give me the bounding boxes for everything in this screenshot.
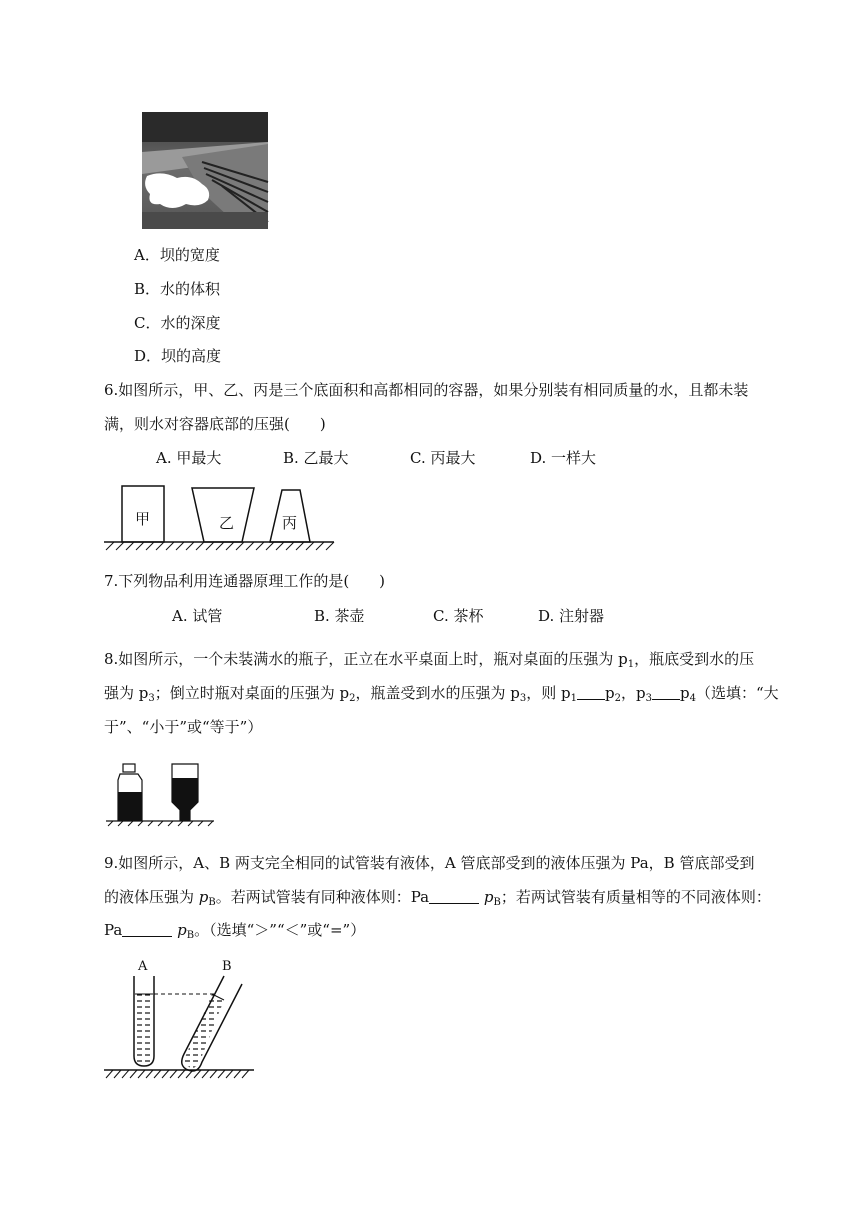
q8-line1: 8.如图所示，一个未装满水的瓶子，正立在水平桌面上时，瓶对桌面的压强为 $p_1$，瓶底受到水的压 <box>104 650 755 670</box>
q8-blank-2[interactable] <box>652 685 680 700</box>
q7-option-b: B. 茶壶 <box>314 607 365 625</box>
container-label-bing: 丙 <box>282 515 298 532</box>
q8-blank-1[interactable] <box>577 685 605 700</box>
q6-stem-line1: 6.如图所示，甲、乙、丙是三个底面积和高都相同的容器，如果分别装有相同质量的水，且都未装 <box>104 381 749 399</box>
q8-line2: 强为 $p_3$；倒立时瓶对桌面的压强为 $p_2$，瓶盖受到水的压强为 $p_3$，则 $p_1$ $p_2$，$p_3$ $p_4$（选填：“大 <box>104 684 779 704</box>
q5-option-a: A．坝的宽度 <box>134 246 220 264</box>
q7-option-a: A. 试管 <box>172 607 223 625</box>
q6-option-d: D. 一样大 <box>530 449 597 467</box>
test-tubes-figure <box>104 959 256 1082</box>
q9-line1: 9.如图所示，A、B 两支完全相同的试管装有液体，A 管底部受到的液体压强为 Pa，B 管底部受到 <box>104 854 755 872</box>
q9-blank-1[interactable] <box>429 889 479 904</box>
q6-option-c: C. 丙最大 <box>410 449 476 467</box>
q9-blank-2[interactable] <box>122 922 172 937</box>
bottles-figure <box>104 762 216 828</box>
tube-label-a: A <box>138 959 148 974</box>
q9-line3: Pa $p_B$。（选填“＞”“＜”或“=”） <box>104 921 366 941</box>
q9-line2: 的液体压强为 $p_B$。若两试管装有同种液体则：Pa $p_B$；若两试管装有质量相等的不同液体则： <box>104 888 771 908</box>
tube-label-b: B <box>222 959 232 974</box>
q8-line3: 于”、“小于”或“等于”） <box>104 718 263 736</box>
q6-option-a: A. 甲最大 <box>156 449 222 467</box>
q7-option-c: C. 茶杯 <box>433 607 484 625</box>
q5-option-c: C．水的深度 <box>134 314 221 332</box>
q5-option-d: D．坝的高度 <box>134 347 222 365</box>
q5-option-b: B．水的体积 <box>134 280 221 298</box>
q7-option-d: D. 注射器 <box>538 607 605 625</box>
q6-option-b: B. 乙最大 <box>283 449 349 467</box>
container-label-jia: 甲 <box>135 511 151 528</box>
container-label-yi: 乙 <box>219 515 235 532</box>
q7-stem: 7.下列物品利用连通器原理工作的是( ) <box>104 572 386 590</box>
q6-stem-line2: 满，则水对容器底部的压强( ) <box>104 415 326 433</box>
containers-figure <box>104 484 336 554</box>
dam-photo <box>142 112 268 229</box>
